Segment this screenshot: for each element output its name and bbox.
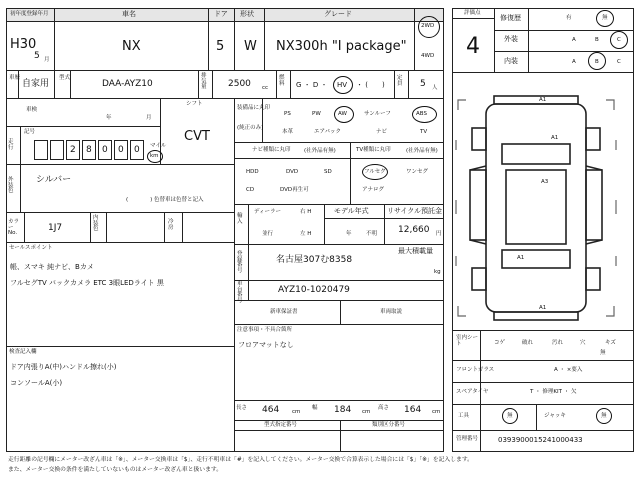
notes-value: フロアマットなし	[238, 341, 294, 349]
displacement-label: 排気量	[201, 73, 207, 90]
repair-label: 修復歴	[500, 14, 521, 22]
seat-item-tear: 破れ	[522, 340, 534, 346]
tv-label: TV種類に丸印	[356, 147, 391, 153]
color-no-label: カラーNo.	[8, 219, 20, 236]
height-unit: cm	[432, 409, 441, 415]
fuel-selected: HV	[337, 81, 348, 89]
tv-sub: (社外品有無)	[406, 148, 438, 154]
shift-value: CVT	[184, 129, 210, 144]
navi-sd: SD	[324, 169, 332, 175]
footer-line2: また、メーター交換の条件を満たしていないものはメーター改ざん車と扱います。	[8, 467, 223, 473]
vehicle-manual: 車両取説	[380, 309, 403, 315]
model-year-unknown: 不明	[366, 231, 378, 237]
color-no-value: 1J7	[48, 223, 63, 233]
exterior-grade-b: B	[595, 37, 599, 43]
grade-value: NX300h "I package"	[276, 39, 407, 54]
height-label: 高さ	[378, 405, 390, 411]
color-value: シルバー	[36, 175, 72, 185]
windshield-label: フロントガラス	[456, 367, 495, 373]
grade-label: グレード	[324, 10, 352, 18]
max-load-unit: kg	[434, 269, 441, 275]
unit-mile: マイル	[150, 143, 167, 149]
shape-label: 形状	[240, 10, 254, 18]
navi-hdd: HDD	[246, 169, 259, 175]
height-value: 164	[404, 405, 422, 415]
diagram-label-rear: A1	[517, 255, 525, 261]
seat-item-hole: 穴	[580, 340, 586, 346]
score-value: 4	[466, 34, 480, 59]
equipment-item: PS	[284, 111, 291, 117]
model-value: NX	[122, 39, 141, 54]
jack-label: ジャッキ	[544, 413, 566, 419]
drive-4wd: 4WD	[421, 53, 435, 59]
meter-symbol-label: 記号	[24, 129, 36, 135]
usage-label: 車歴	[9, 75, 21, 81]
new-car-warranty: 新車保証書	[270, 309, 298, 315]
tv-analog: アナログ	[362, 187, 385, 193]
capacity-value: 5	[420, 79, 426, 89]
repair-yes: 有	[566, 15, 572, 21]
reg-no-label: 登録番号	[237, 251, 243, 274]
class-cert-label: 類別区分番号	[372, 422, 406, 428]
score-label: 評価点	[464, 10, 481, 16]
exterior-label: 外装	[504, 35, 518, 43]
interior-grade-a: A	[572, 59, 576, 65]
type-value: DAA-AYZ10	[102, 79, 153, 89]
tools-value: 無	[507, 413, 513, 419]
windshield-value: A ・ ×要入	[554, 367, 583, 373]
navi-label: ナビ種類に丸印	[252, 147, 291, 153]
month-unit: 月	[44, 57, 50, 63]
inspection-month: 月	[146, 115, 152, 121]
exterior-grade-a: A	[572, 37, 576, 43]
sales-points-line2: フルセグTV バックカメラ ETC 3眼LEDライト 黒	[10, 279, 164, 287]
diagram-label-bumper: A1	[539, 305, 547, 311]
diagram-label-front: A1	[539, 97, 547, 103]
displacement-unit: cc	[262, 85, 269, 91]
import-label: 輸入	[237, 213, 243, 225]
unit-km: km	[150, 153, 159, 159]
drive-2wd: 2WD	[421, 23, 435, 29]
length-unit: cm	[292, 409, 301, 415]
mileage-label: 走行	[8, 139, 14, 151]
fuel-options: G ・ D ・	[296, 81, 328, 89]
import-dealer: ディーラー	[254, 209, 282, 215]
sales-points-label: セールスポイント	[9, 245, 53, 251]
max-load-label: 最大積載量	[398, 247, 433, 255]
fuel-label: 燃料	[279, 75, 285, 87]
navi-dvd: DVD	[286, 169, 299, 175]
doors-value: 5	[216, 39, 225, 54]
model-label: 車名	[122, 10, 136, 18]
type-label: 型式	[59, 75, 71, 81]
equipment-item: ナビ	[376, 129, 388, 135]
navi-cd: CD	[246, 187, 255, 193]
equipment-item: PW	[312, 111, 321, 117]
import-parallel: 並行	[262, 231, 274, 237]
chassis-label: 車台番号	[237, 281, 243, 304]
seat-none: 無	[600, 350, 606, 356]
notes-label: 注意事項・不具合箇所	[237, 327, 293, 333]
tv-fullseg: フルセグ	[364, 169, 386, 175]
equipment-label: 装備品に丸印	[237, 105, 271, 111]
equipment-item: AW	[338, 111, 347, 117]
recycle-value: 12,660	[398, 225, 430, 235]
equipment-sub: (純正のみ)	[237, 125, 264, 131]
equipment-item: エアバック	[314, 129, 342, 135]
mileage-digit: 0	[118, 145, 124, 155]
mgmt-value: 0393900015241000433	[498, 436, 583, 444]
usage-value: 自家用	[22, 79, 50, 89]
mileage-digit: 0	[134, 145, 140, 155]
mileage-digit: 2	[70, 145, 76, 155]
width-unit: cm	[362, 409, 371, 415]
length-label: 長さ	[236, 405, 248, 411]
width-label: 幅	[312, 405, 318, 411]
navi-dvd-play: DVD再生可	[280, 187, 309, 193]
spare-value: T ・ 修理KIT ・ 欠	[530, 389, 577, 395]
color-label: 外装色	[8, 177, 14, 194]
first-reg-month: 5	[34, 51, 40, 61]
seat-item-scratch: キズ	[605, 340, 616, 346]
seat-item-stain: 汚れ	[552, 340, 564, 346]
width-value: 184	[334, 405, 352, 415]
import-right: 右 H	[300, 209, 312, 215]
interior-color-label: 内装色	[93, 215, 99, 232]
footer-line1: 走行距離の記号欄にメーター改ざん車は「※」、メーター交換車は「$」、走行不明車は「#」を記入してください。メーター交換で合算表示した場合には「$」「※」を記入します。	[8, 457, 473, 463]
interior-seat-label: 室内シート	[456, 335, 479, 347]
reg-no-value: 名古屋307む8358	[276, 255, 353, 265]
inspector-line1: ドア内張りA(中)ハンドル擦れ(小)	[10, 363, 117, 371]
shape-value: W	[244, 39, 257, 54]
model-year-label: モデル年式	[334, 207, 369, 215]
shift-label: シフト	[186, 101, 203, 107]
import-left: 左 H	[300, 231, 312, 237]
interior-grade-c: C	[617, 59, 621, 65]
inspector-line2: コンソールA(小)	[10, 379, 63, 387]
spare-label: スペアタイヤ	[456, 389, 489, 395]
recycle-label: リサイクル預託金	[387, 207, 443, 215]
fuel-tail: ・ ( )	[356, 81, 385, 89]
color-note: ( ) 色替車は色替と記入	[126, 197, 204, 203]
capacity-unit: 人	[432, 85, 438, 91]
interior-grade-b: B	[595, 59, 599, 65]
length-value: 464	[262, 405, 280, 415]
sales-points-line1: 帳、スマキ 純ナビ、Bカメ	[10, 263, 94, 271]
doors-label: ドア	[214, 10, 228, 18]
equipment-item: TV	[420, 129, 428, 135]
inspection-year: 年	[106, 115, 112, 121]
recycle-unit: 円	[436, 231, 442, 237]
chassis-value: AYZ10-1020479	[278, 285, 350, 295]
mgmt-label: 管理番号	[456, 436, 479, 442]
tv-oneseg: ワンセグ	[406, 169, 429, 175]
inspection-label: 車検	[26, 107, 38, 113]
jack-value: 無	[601, 413, 607, 419]
model-year-year: 年	[346, 231, 352, 237]
mileage-digit: 8	[86, 145, 92, 155]
diagram-label-hood: A1	[551, 135, 559, 141]
first-reg-label: 初年度登録年月	[10, 11, 49, 17]
equipment-item: 本革	[282, 129, 294, 135]
mileage-digit: 0	[102, 145, 108, 155]
aircon-label: 冷房	[168, 219, 174, 231]
repair-no: 無	[602, 15, 608, 21]
interior-label: 内装	[504, 57, 518, 65]
tools-label: 工具	[458, 413, 470, 419]
first-reg-year: H30	[10, 37, 37, 52]
capacity-label: 定員	[397, 75, 403, 87]
inspector-label: 検査記入欄	[9, 349, 37, 355]
type-cert-label: 型式指定番号	[264, 422, 298, 428]
equipment-item: ABS	[416, 111, 427, 117]
displacement-value: 2500	[228, 79, 251, 89]
diagram-label-roof: A3	[541, 179, 549, 185]
equipment-item: サンルーフ	[364, 111, 391, 117]
navi-sub: (社外品有無)	[304, 148, 336, 154]
seat-item-burn: コゲ	[494, 340, 506, 346]
exterior-grade-c: C	[617, 37, 621, 43]
